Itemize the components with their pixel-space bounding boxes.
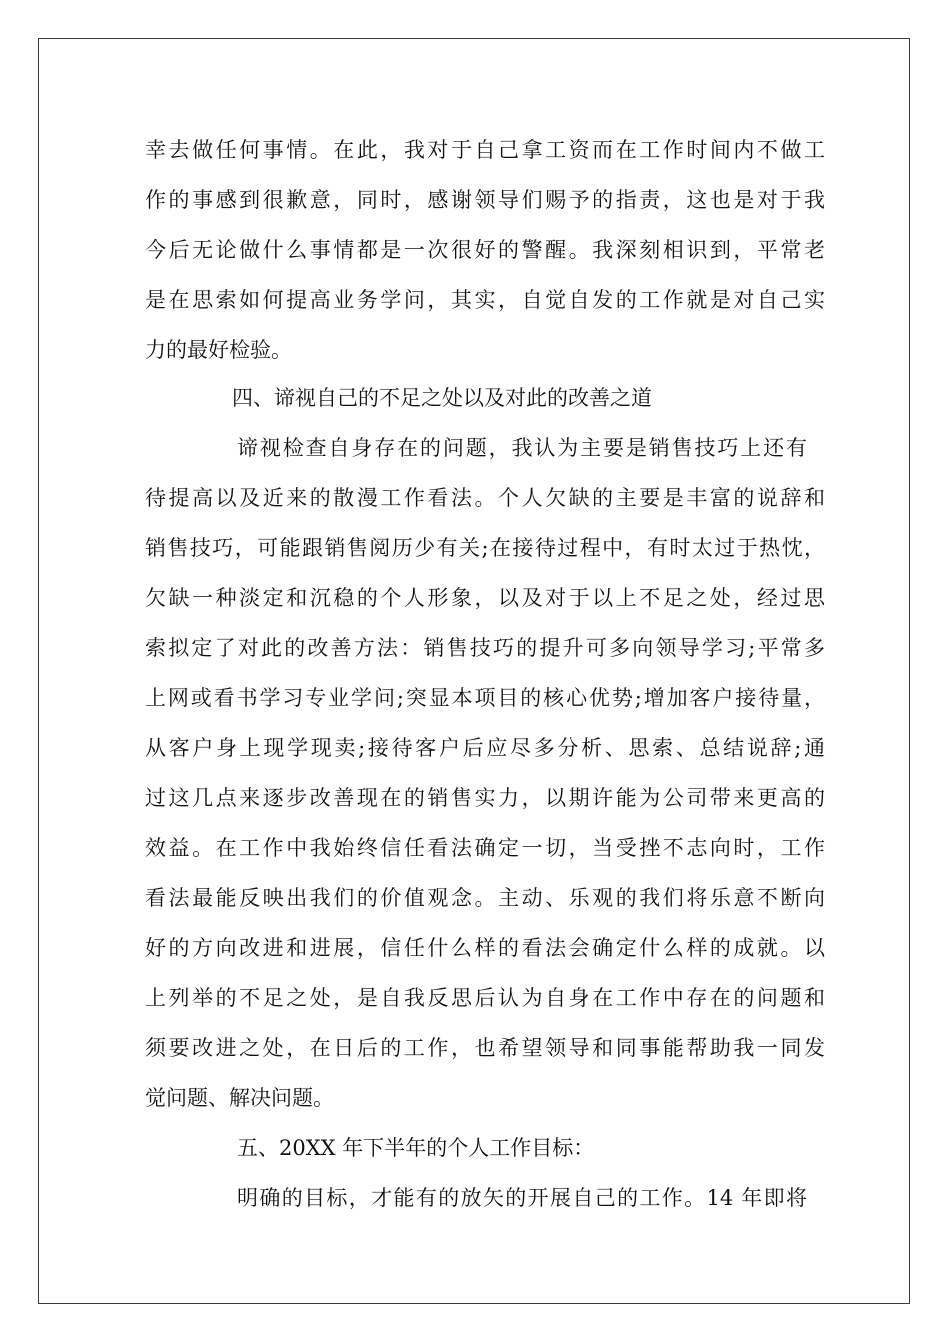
paragraph-first-line: 谛视检查自身存在的问题，我认为主要是销售技巧上还有 xyxy=(237,436,807,460)
text-line: 过这几点来逐步改善现在的销售实力，以期许能为公司带来更高的 xyxy=(145,786,825,810)
text-line: 今后无论做什么事情都是一次很好的警醒。我深刻相识到，平常老 xyxy=(145,238,825,262)
page-border xyxy=(38,38,910,1304)
text-line: 作的事感到很歉意，同时，感谢领导们赐予的指责，这也是对于我 xyxy=(145,188,825,212)
text-line: 欠缺一种淡定和沉稳的个人形象，以及对于以上不足之处，经过思 xyxy=(145,586,825,610)
text-line: 幸去做任何事情。在此，我对于自己拿工资而在工作时间内不做工 xyxy=(145,138,825,162)
text-line: 销售技巧，可能跟销售阅历少有关;在接待过程中，有时太过于热忱， xyxy=(145,536,825,560)
section-heading-5: 五、20XX 年下半年的个人工作目标： xyxy=(237,1136,595,1160)
section-heading-4: 四、谛视自己的不足之处以及对此的改善之道 xyxy=(232,386,652,410)
text-line: 力的最好检验。 xyxy=(145,338,292,362)
text-line: 好的方向改进和进展，信任什么样的看法会确定什么样的成就。以 xyxy=(145,936,825,960)
text-line: 从客户身上现学现卖;接待客户后应尽多分析、思索、总结说辞;通 xyxy=(145,736,825,760)
text-line: 效益。在工作中我始终信任看法确定一切，当受挫不志向时，工作 xyxy=(145,836,825,860)
text-line: 上网或看书学习专业学问;突显本项目的核心优势;增加客户接待量， xyxy=(145,686,825,710)
text-line: 须要改进之处，在日后的工作，也希望领导和同事能帮助我一同发 xyxy=(145,1036,825,1060)
text-line: 看法最能反映出我们的价值观念。主动、乐观的我们将乐意不断向 xyxy=(145,886,825,910)
text-line: 觉问题、解决问题。 xyxy=(145,1086,334,1110)
text-line: 索拟定了对此的改善方法：销售技巧的提升可多向领导学习;平常多 xyxy=(145,636,825,660)
text-line: 是在思索如何提高业务学问，其实，自觉自发的工作就是对自己实 xyxy=(145,288,825,312)
text-line: 待提高以及近来的散漫工作看法。个人欠缺的主要是丰富的说辞和 xyxy=(145,486,825,510)
paragraph-first-line: 明确的目标，才能有的放矢的开展自己的工作。14 年即将 xyxy=(237,1186,807,1210)
text-line: 上列举的不足之处，是自我反思后认为自身在工作中存在的问题和 xyxy=(145,986,825,1010)
